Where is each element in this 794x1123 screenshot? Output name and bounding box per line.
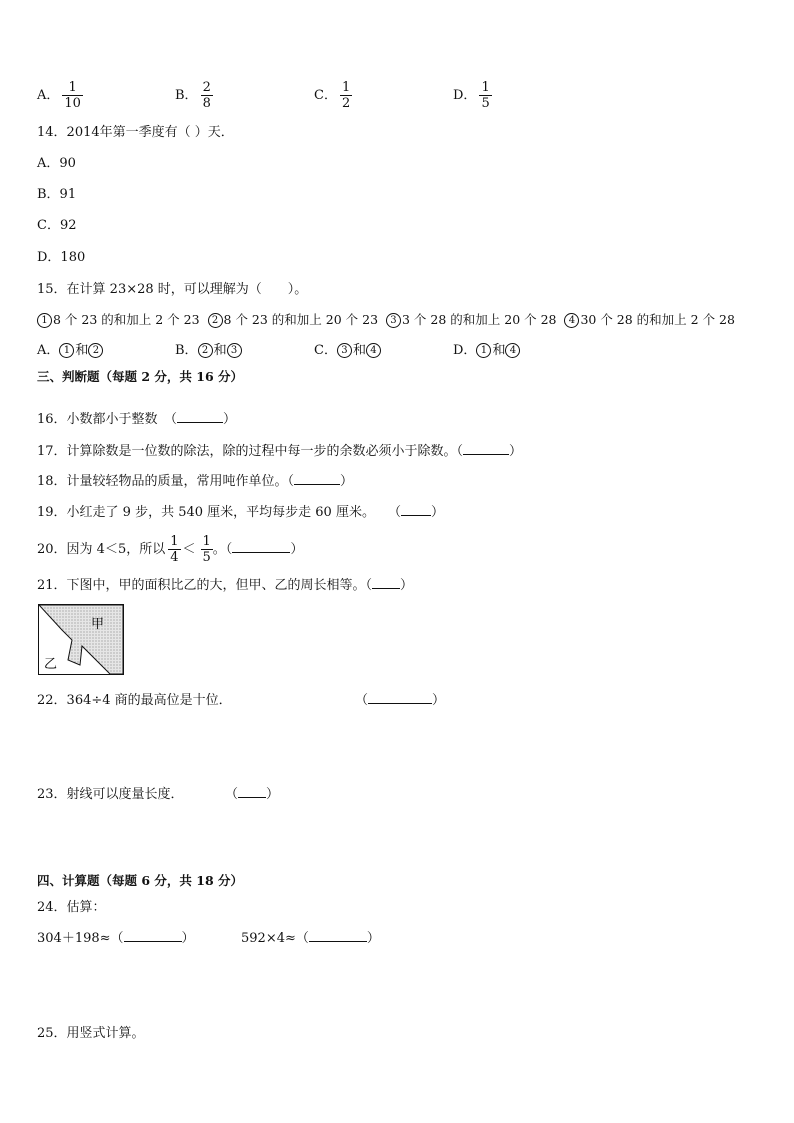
q21: 21．下图中，甲的面积比乙的大，但甲、乙的周长相等。（ ） (37, 578, 414, 593)
q15-statement-3: 3 3 个 28 的和加上 20 个 28 (386, 312, 557, 327)
q24-items (37, 930, 380, 947)
answer-blank[interactable] (238, 786, 266, 798)
fraction: $\frac{2}{8}$ (202, 80, 211, 111)
answer-blank[interactable] (401, 504, 431, 516)
q13-option-c[interactable]: C． $\frac{1}{2}$ (314, 80, 351, 111)
q15-stem: 15．在计算 23×28 时，可以理解为（ ）。 (37, 282, 308, 297)
fraction: $\frac{1}{10}$ (64, 80, 81, 111)
q20: 20．因为 4＜5，所以 $\frac{1}{4}$ ＜ $\frac{1}{5}$ 。（ ） (37, 534, 304, 565)
answer-blank[interactable] (463, 443, 509, 455)
q15-statement-1: 1 8 个 23 的和加上 2 个 23 (37, 312, 200, 327)
q25: 25．用竖式计算。 (37, 1026, 145, 1041)
q18: 18．计量较轻物品的质量，常用吨作单位。（ ） (37, 474, 354, 489)
q23: 23．射线可以度量长度． （ ） (37, 787, 280, 802)
q15-statement-4: 4 30 个 28 的和加上 2 个 28 (564, 312, 735, 327)
q13-option-d[interactable]: D． $\frac{1}{5}$ (453, 80, 490, 111)
q24-stem: 24．估算： (37, 900, 106, 915)
answer-blank[interactable] (372, 577, 400, 589)
q13-option-a[interactable]: A． $\frac{1}{10}$ (37, 80, 81, 111)
q15-options (37, 343, 543, 360)
q15-option-c[interactable]: C． 3 和 4 (314, 343, 453, 359)
section-title-judgement: 三、判断题（每题 2 分，共 16 分） (37, 369, 244, 384)
fraction: $\frac{1}{5}$ (202, 534, 211, 565)
q15-statement-2: 2 8 个 23 的和加上 20 个 23 (208, 312, 379, 327)
answer-blank[interactable] (124, 930, 182, 942)
fraction: $\frac{1}{2}$ (341, 80, 351, 111)
q14-option-c[interactable]: C．92 (37, 218, 77, 233)
q16: 16．小数都小于整数 （ ） (37, 412, 237, 427)
q24-item-a: 304＋198≈（ ） (37, 931, 195, 946)
answer-blank[interactable] (294, 473, 340, 485)
fraction: $\frac{1}{5}$ (481, 80, 490, 111)
q17: 17．计算除数是一位数的除法，除的过程中每一步的余数必须小于除数。（ ） (37, 444, 523, 459)
q14-option-a[interactable]: A．90 (37, 156, 76, 171)
answer-blank[interactable] (177, 411, 223, 423)
section-title-calculation: 四、计算题（每题 6 分，共 18 分） (37, 873, 244, 888)
label-yi: 乙 (44, 657, 58, 672)
area-perimeter-figure (38, 604, 124, 675)
q15-option-a[interactable]: A． 1 和 2 (37, 343, 175, 359)
q14-stem: 14．2014年第一季度有（ ）天． (37, 125, 234, 140)
q14-option-b[interactable]: B．91 (37, 187, 77, 202)
label-jia: 甲 (91, 617, 105, 632)
answer-blank[interactable] (368, 692, 432, 704)
q22: 22．364÷4 商的最高位是十位． （ ） (37, 693, 446, 708)
q15-option-b[interactable]: B． 2 和 3 (175, 343, 314, 359)
answer-blank[interactable] (232, 541, 290, 553)
q13-option-b[interactable]: B． $\frac{2}{8}$ (175, 80, 211, 111)
q15-statements (37, 312, 735, 328)
q24-item-b: 592×4≈（ ） (241, 931, 380, 946)
q13-options (37, 80, 533, 111)
q15-option-d[interactable]: D． 1 和 4 (453, 343, 543, 359)
answer-blank[interactable] (309, 930, 367, 942)
q19: 19．小红走了 9 步，共 540 厘米，平均每步走 60 厘米。 （ ） (37, 505, 444, 520)
fraction: $\frac{1}{4}$ (170, 534, 179, 565)
q14-option-d[interactable]: D．180 (37, 250, 86, 265)
